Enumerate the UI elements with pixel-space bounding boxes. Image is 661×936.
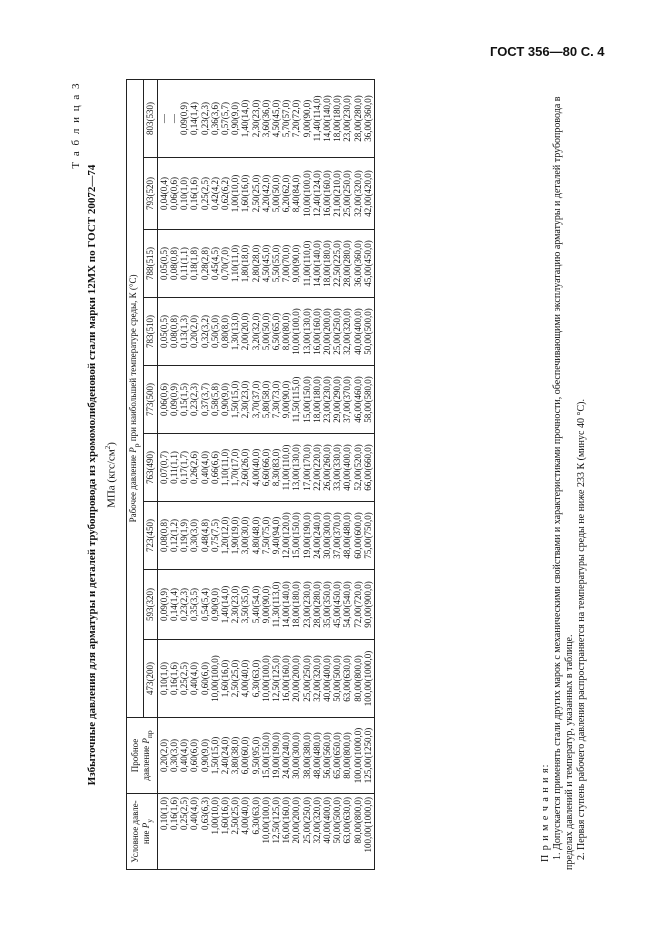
units-suffix: ) xyxy=(105,442,118,446)
column-working-788: 0,05(0,5) 0,08(0,8) 0,11(1,1) 0,18(1,8) 0,28(2,8) 0,45(4,5) 0,70(7,0) 1,10(11,0) 1,80(18,0) 2,80(28,0) 4,50(45,0) 5,50(55,0) 7,00(70,0) 9,00(90,0) 11,00(110,0) 14,00(140,0) 18,00(180,0) 22,50(225,0) 28,00(280,0) 36,00(360,0) 45,00(450,0) xyxy=(157,230,374,298)
table-units xyxy=(104,80,118,870)
column-working-783: 0,05(0,5) 0,08(0,8) 0,13(1,3) 0,20(2,0) 0,32(3,2) 0,50(5,0) 0,80(8,0) 1,30(13,0) 2,00(20,0) 3,20(32,0) 5,00(50,0) 6,50(65,0) 8,00(80,0) 10,00(100,0) 13,00(130,0) 16,00(160,0) 20,00(200,0) 25,00(250,0) 32,00(320,0) 40,00(400,0) 50,00(500,0) xyxy=(157,298,374,366)
table-label: Т а б л и ц а 3 xyxy=(70,82,82,169)
header-group-symbol: P xyxy=(128,447,138,453)
header-temp: 473(200) xyxy=(143,640,157,718)
column-working-773: 0,06(0,6) 0,09(0,9) 0,15(1,5) 0,23(2,3) 0,37(3,7) 0,58(5,8) 0,90(9,0) 1,50(15,0) 2,30(23,0) 3,70(37,0) 5,80(58,0) 7,30(73,0) 9,00(90,0) 11,50(115,0) 15,00(150,0) 18,00(180,0) 23,00(230,0) 29,00(290,0) 37,00(370,0) 46,00(460,0) 58,00(580,0) xyxy=(157,366,374,434)
header-nominal-symbol: P xyxy=(140,822,151,829)
header-working-pressure-group xyxy=(127,79,144,717)
header-temp: 763(490) xyxy=(143,434,157,502)
units-prefix: МПа (кгс/см xyxy=(105,449,118,508)
column-test-pressure: 0,20(2,0) 0,30(3,0) 0,40(4,0) 0,60(6,0) 0,90(9,0) 1,50(15,0) 2,40(24,0) 3,80(38,0) 6,00(60,0) 9,50(95,0) 15,00(150,0) 19,00(190,0) 24,00(240,0) 30,00(300,0) 38,00(380,0) 48,00(480,0) 56,00(560,0) 65,00(650,0) 80,00(800,0) 100,00(1000,0) 125,00(1250,0) xyxy=(157,718,374,794)
header-temp: 783(510) xyxy=(143,298,157,366)
table-title: Избыточные давления для арматуры и деталей трубопровода из хромомолибденовой стали марки 12МХ по ГОСТ 20072—74 xyxy=(86,164,98,786)
column-working-763: 0,07(0,7) 0,11(1,1) 0,17(1,7) 0,26(2,6) 0,40(4,0) 0,66(6,6) 1,10(11,0) 1,70(17,0) 2,60(26,0) 4,00(40,0) 6,60(66,0) 8,30(83,0) 11,00(110,0) 13,00(130,0) 17,00(170,0) 22,00(220,0) 26,00(260,0) 33,00(330,0) 40,00(400,0) 52,00(520,0) 66,00(660,0) xyxy=(157,434,374,502)
column-working-793: 0,04(0,4) 0,06(0,6) 0,10(1,0) 0,16(1,6) 0,25(2,5) 0,42(4,2) 0,62(6,2) 1,00(10,0) 1,60(16,0) 2,50(25,0) 4,20(42,0) 5,00(50,0) 6,20(62,0) 8,40(84,0) 10,00(100,0) 12,40(124,0) 16,00(160,0) 21,00(210,0) 25,00(250,0) 32,00(320,0) 42,00(420,0) xyxy=(157,158,374,230)
pressure-table xyxy=(126,79,375,870)
note-1: 1. Допускается применять стали других марок с механическими свойствами и характеристиками прочности, обеспечивающими эксплуатацию арматуры и деталей трубопровода в пределах давлений и температур, указанных в таблице. xyxy=(552,96,575,870)
header-temp: 593(320) xyxy=(143,570,157,640)
column-working-803: — — 0,09(0,9) 0,14(1,4) 0,23(2,3) 0,36(3,6) 0,57(5,7) 0,90(9,0) 1,40(14,0) 2,30(23,0) 3,60(36,0) 4,50(45,0) 5,70(57,0) 7,20(72,0) 9,00(90,0) 11,40(114,0) 14,00(140,0) 18,00(180,0) 23,00(230,0) 28,00(280,0) 36,00(360,0) xyxy=(157,79,374,157)
header-temp: 723(450) xyxy=(143,502,157,570)
column-working-473: 0,10(1,0) 0,16(1,6) 0,25(2,5) 0,40(4,0) 0,60(6,0) 10,00(100,0) 1,60(16,0) 2,50(25,0) 4,00(40,0) 6,30(63,0) 10,00(100,0) 12,50(125,0) 16,00(160,0) 20,00(200,0) 25,00(250,0) 32,00(320,0) 40,00(400,0) 50,00(500,0) 63,00(630,0) 80,00(800,0) 100,00(1000,0) xyxy=(157,640,374,718)
header-temp: 803(530) xyxy=(143,79,157,157)
header-group-prefix: Рабочее давление xyxy=(128,452,138,523)
units-exponent: 2 xyxy=(104,445,112,450)
column-working-723: 0,08(0,8) 0,12(1,2) 0,19(1,9) 0,30(3,0) 0,48(4,8) 0,75(7,5) 1,20(12,0) 1,90(19,0) 3,00(30,0) 4,80(48,0) 7,50(75,0) 9,40(94,0) 12,00(120,0) 15,00(150,0) 19,00(190,0) 24,00(240,0) 30,00(300,0) 37,00(370,0) 48,00(480,0) 60,00(600,0) 75,00(750,0) xyxy=(157,502,374,570)
table-body-row xyxy=(157,79,374,869)
notes xyxy=(540,80,588,870)
header-nominal-text: Условное давле-ние xyxy=(129,800,151,863)
column-working-593: 0,09(0,9) 0,14(1,4) 0,23(2,3) 0,35(3,5) 0,54(5,4) 0,90(9,0) 1,40(14,0) 2,30(23,0) 3,50(35,0) 5,40(54,0) 9,00(90,0) 11,30(113,0) 14,00(140,0) 18,00(180,0) 23,00(230,0) 28,00(280,0) 35,00(350,0) 45,00(450,0) 54,00(540,0) 72,00(720,0) 90,00(900,0) xyxy=(157,570,374,640)
header-temp: 788(515) xyxy=(143,230,157,298)
column-nominal-pressure: 0,10(1,0) 0,16(1,6) 0,25(2,5) 0,40(4,0) 0,63(6,3) 1,00(10,0) 1,60(16,0) 2,50(25,0) 4,00(40,0) 6,30(63,0) 10,00(100,0) 12,50(125,0) 16,00(160,0) 20,00(200,0) 25,00(250,0) 32,00(320,0) 40,00(400,0) 50,00(500,0) 63,00(630,0) 80,00(800,0) 100,00(1000,0) xyxy=(157,794,374,870)
rotated-table-block xyxy=(70,80,610,870)
header-temp: 773(500) xyxy=(143,366,157,434)
header-nominal-pressure xyxy=(127,794,158,870)
header-test-sub: пр xyxy=(144,730,154,739)
note-2: 2. Первая ступень рабочего давления распространяется на температуры среды не ниже 233 К (минус 40 °С). xyxy=(576,399,587,860)
page-header: ГОСТ 356—80 С. 4 xyxy=(490,44,605,59)
header-group-suffix: при наибольшей температуре среды, К (°С) xyxy=(128,274,138,444)
header-group-sub: p xyxy=(131,443,141,448)
header-nominal-sub: y xyxy=(144,818,154,823)
header-temp: 793(520) xyxy=(143,158,157,230)
header-test-symbol: P xyxy=(140,738,151,744)
header-test-pressure xyxy=(127,718,158,794)
notes-title: П р и м е ч а н и я: xyxy=(540,763,551,862)
header-test-text: Пробное давление xyxy=(129,738,151,781)
